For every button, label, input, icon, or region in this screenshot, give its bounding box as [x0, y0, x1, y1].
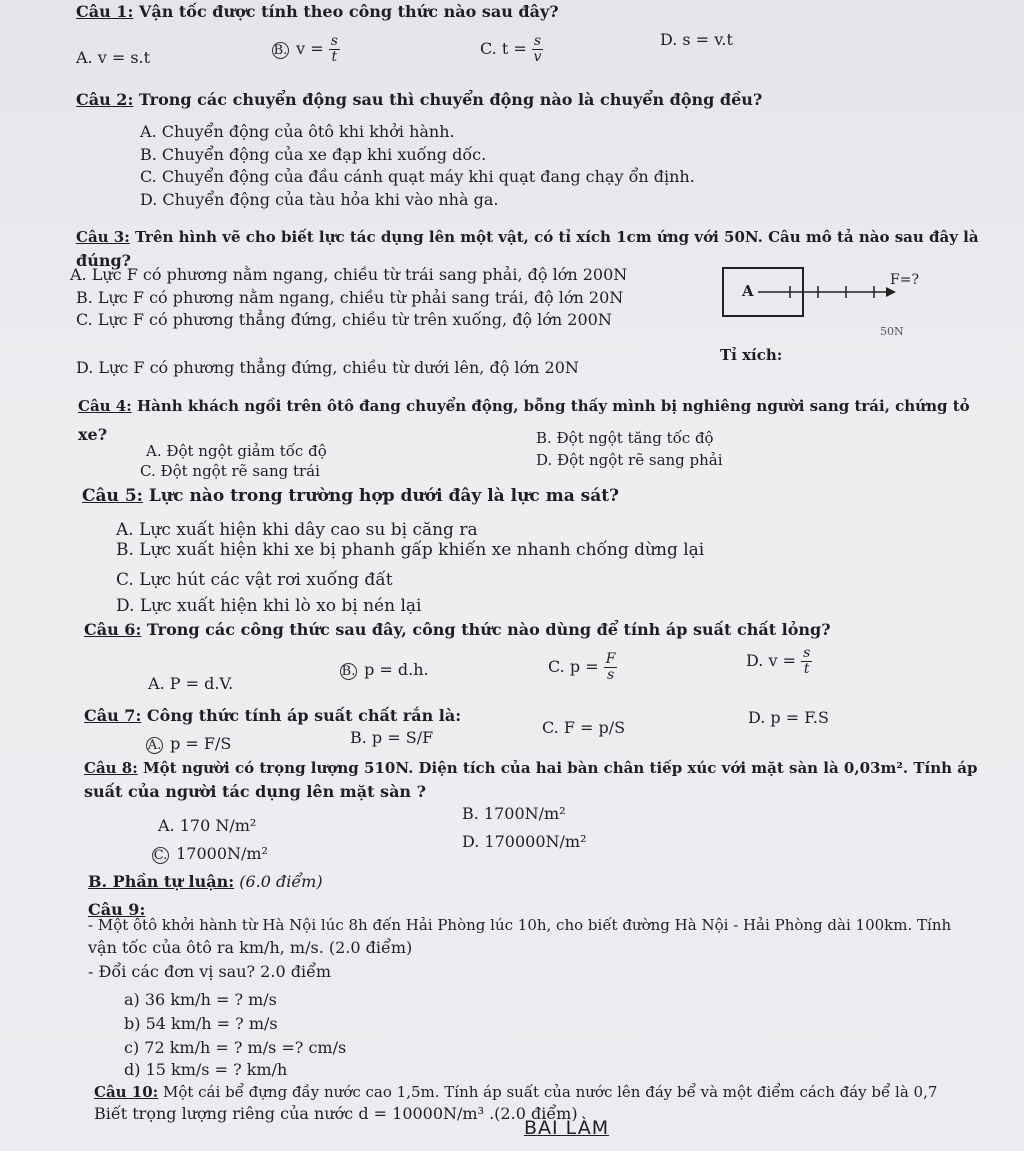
q7-option-a-circle: A. — [147, 738, 162, 753]
q1-b-num: s — [330, 33, 338, 49]
q4-text: Hành khách ngồi trên ôtô đang chuyển động, bỗng thấy mình bị nghiêng người sang trái, chứng tỏ — [131, 397, 970, 415]
q4-option-a: A. Đột ngột giảm tốc độ — [146, 442, 327, 460]
q8-option-c-text: 17000N/m² — [176, 844, 268, 863]
q7-option-d: D. p = F.S — [748, 708, 829, 727]
q3-force-arrowhead — [886, 287, 896, 297]
q5-option-d: D. Lực xuất hiện khi lò xo bị nén lại — [116, 596, 422, 616]
part-b-points: (6.0 điểm) — [234, 872, 323, 891]
q6-option-a: A. P = d.V. — [148, 674, 234, 693]
q8-option-b: B. 1700N/m² — [462, 804, 566, 823]
q7-option-c: C. F = p/S — [542, 718, 626, 737]
q8-option-a: A. 170 N/m² — [158, 816, 257, 835]
q3-scale-value: 50N — [880, 325, 904, 338]
part-b-label: B. Phần tự luận: — [88, 872, 235, 891]
q1-text: Vận tốc được tính theo công thức nào sau đây? — [133, 2, 559, 21]
q5-label: Câu 5: — [82, 486, 143, 506]
q1-option-c — [480, 34, 543, 65]
q7-label: Câu 7: — [84, 706, 142, 725]
q1-label: Câu 1: — [76, 2, 134, 21]
q7-text: Công thức tính áp suất chất rắn là: — [141, 706, 462, 725]
q8-stem — [84, 758, 977, 778]
q1-option-b — [272, 34, 340, 65]
q7-option-a — [146, 734, 231, 754]
q6-option-d-lhs: v = — [768, 651, 796, 670]
q6-option-d — [746, 646, 812, 677]
q9-item-b: b) 54 km/h = ? m/s — [124, 1014, 278, 1033]
q2-option-a: A. Chuyển động của ôtô khi khởi hành. — [140, 122, 455, 141]
q10-line1 — [94, 1082, 937, 1102]
q8-option-c — [152, 844, 268, 864]
q10-label: Câu 10: — [94, 1083, 159, 1101]
q6-stem — [84, 620, 831, 640]
q3-stem-cont: đúng? — [76, 251, 132, 270]
q1-c-num: s — [533, 33, 542, 49]
q1-option-d: D. s = v.t — [660, 30, 733, 49]
q7-option-b: B. p = S/F — [350, 728, 434, 747]
bai-lam-heading: BÀI LÀM — [524, 1117, 610, 1139]
q2-option-d: D. Chuyển động của tàu hỏa khi vào nhà ga. — [140, 190, 499, 209]
q9-line2: vận tốc của ôtô ra km/h, m/s. (2.0 điểm) — [88, 938, 413, 957]
q8-stem-cont: suất của người tác dụng lên mặt sàn ? — [84, 782, 427, 801]
q6-option-b-text: p = d.h. — [364, 660, 429, 679]
q1-c-den: v — [533, 49, 542, 65]
q3-force-diagram — [722, 266, 932, 326]
q1-stem — [76, 2, 559, 22]
q6-option-b — [340, 660, 429, 680]
q5-option-c: C. Lực hút các vật rơi xuống đất — [116, 570, 393, 590]
q5-text: Lực nào trong trường hợp dưới đây là lực ma sát? — [142, 486, 620, 506]
q4-label: Câu 4: — [78, 397, 132, 415]
q2-option-b: B. Chuyển động của xe đạp khi xuống dốc. — [140, 145, 487, 164]
q6-option-d-letter: D. — [746, 651, 764, 670]
q10-line2: Biết trọng lượng riêng của nước d = 10000N/m³ .(2.0 điểm) — [94, 1104, 578, 1123]
q5-stem — [82, 486, 619, 506]
q6-text: Trong các công thức sau đây, công thức nào dùng để tính áp suất chất lỏng? — [141, 620, 831, 639]
q4-option-d: D. Đột ngột rẽ sang phải — [536, 451, 723, 469]
q6-c-num: F — [605, 651, 616, 667]
q4-option-c: C. Đột ngột rẽ sang trái — [140, 462, 320, 480]
q4-stem-cont: xe? — [78, 425, 108, 444]
q1-option-b-fraction — [329, 34, 340, 65]
q9-item-c: c) 72 km/h = ? m/s =? cm/s — [124, 1038, 347, 1057]
q6-option-b-circle: B. — [341, 664, 356, 679]
q3-option-a: A. Lực F có phương nằm ngang, chiều từ trái sang phải, độ lớn 200N — [70, 265, 628, 284]
q9-item-d: d) 15 km/s = ? km/h — [124, 1060, 288, 1079]
q6-c-den: s — [606, 667, 615, 683]
q8-option-d: D. 170000N/m² — [462, 832, 587, 851]
q6-option-c-letter: C. — [548, 657, 565, 676]
q6-option-d-fraction — [801, 646, 812, 677]
q8-option-c-circle: C. — [153, 848, 168, 863]
q6-label: Câu 6: — [84, 620, 142, 639]
q9-line1: - Một ôtô khởi hành từ Hà Nội lúc 8h đến Hải Phòng lúc 10h, cho biết đường Hà Nội - Hải Phòng dài 100km. Tính — [88, 916, 952, 934]
q9-line3: - Đổi các đơn vị sau? 2.0 điểm — [88, 962, 332, 981]
q7-stem — [84, 706, 461, 726]
q1-option-b-circle: B. — [273, 43, 288, 58]
part-b-heading — [88, 872, 323, 892]
q1-option-b-lhs: v = — [296, 39, 324, 58]
q3-option-b: B. Lực F có phương nằm ngang, chiều từ phải sang trái, độ lớn 20N — [76, 288, 624, 307]
q6-option-c — [548, 652, 617, 683]
q7-option-a-text: p = F/S — [170, 734, 232, 753]
q6-d-num: s — [803, 645, 811, 661]
q5-option-b: B. Lực xuất hiện khi xe bị phanh gấp khiến xe nhanh chống dừng lại — [116, 540, 705, 560]
q1-option-c-letter: C. — [480, 39, 497, 58]
q1-option-c-lhs: t = — [501, 39, 527, 58]
q3-scale-label: Tỉ xích: — [720, 346, 783, 364]
q6-option-c-lhs: p = — [569, 657, 599, 676]
q2-option-c: C. Chuyển động của đầu cánh quạt máy khi quạt đang chạy ổn định. — [140, 167, 695, 186]
q4-option-b: B. Đột ngột tăng tốc độ — [536, 429, 714, 447]
q9-label-text: Câu 9: — [88, 900, 146, 919]
q2-text: Trong các chuyển động sau thì chuyển động nào là chuyển động đều? — [133, 90, 763, 109]
q4-stem — [78, 396, 970, 416]
q6-d-den: t — [803, 661, 810, 677]
q3-label: Câu 3: — [76, 228, 130, 246]
q1-option-c-fraction — [532, 34, 543, 65]
q2-label: Câu 2: — [76, 90, 134, 109]
q1-option-a: A. v = s.t — [76, 48, 151, 67]
q6-option-c-fraction — [604, 652, 618, 683]
q3-stem — [76, 227, 979, 247]
q3-box-label: A — [742, 282, 754, 300]
q3-text: Trên hình vẽ cho biết lực tác dụng lên một vật, có tỉ xích 1cm ứng với 50N. Câu mô tả nào sau đây là — [129, 228, 979, 246]
q1-b-den: t — [331, 49, 338, 65]
q2-stem — [76, 90, 762, 110]
q8-label: Câu 8: — [84, 759, 138, 777]
q3-option-d: D. Lực F có phương thẳng đứng, chiều từ dưới lên, độ lớn 20N — [76, 358, 579, 377]
q3-option-c: C. Lực F có phương thẳng đứng, chiều từ trên xuống, độ lớn 200N — [76, 310, 612, 329]
q5-option-a: A. Lực xuất hiện khi dây cao su bị căng ra — [116, 520, 478, 540]
q3-force-label: F=? — [890, 272, 919, 288]
q9-item-a: a) 36 km/h = ? m/s — [124, 990, 277, 1009]
q10-text: Một cái bể đựng đầy nước cao 1,5m. Tính áp suất của nước lên đáy bể và một điểm cách đáy bể là 0,7 — [158, 1083, 938, 1101]
q8-text: Một người có trọng lượng 510N. Diện tích của hai bàn chân tiếp xúc với mặt sàn là 0,03m². Tính áp — [137, 759, 978, 777]
